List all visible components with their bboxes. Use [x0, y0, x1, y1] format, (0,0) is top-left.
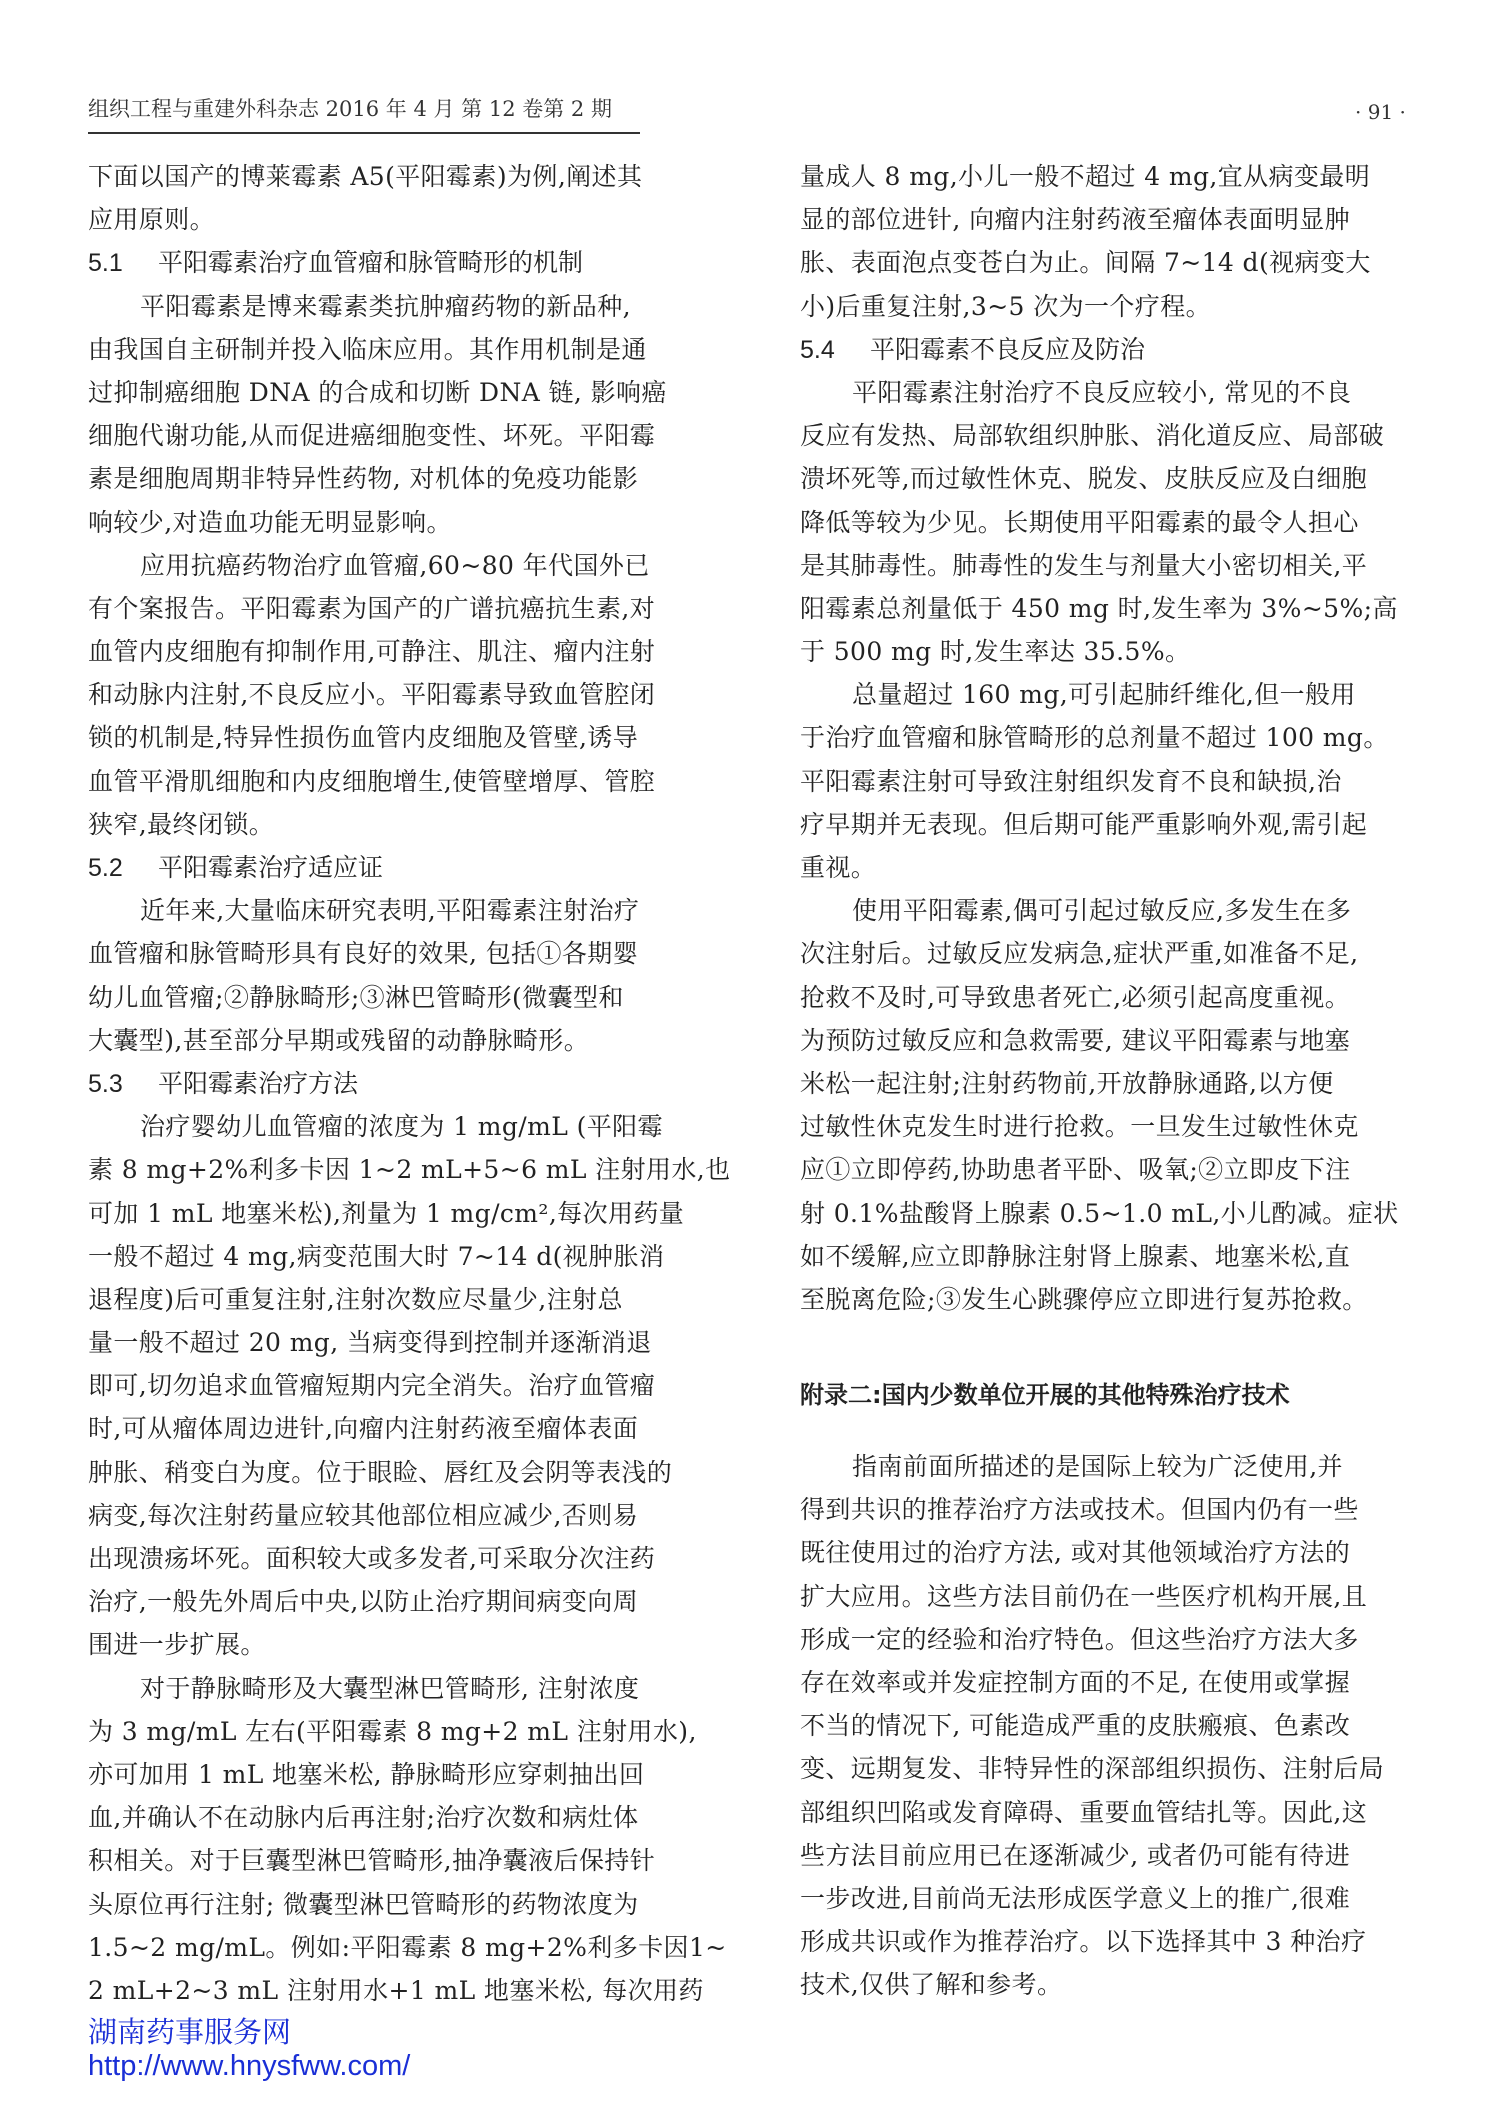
section-heading-5-3 [88, 1062, 748, 1105]
text-line: 头原位再行注射; 微囊型淋巴管畸形的药物浓度为 [88, 1889, 639, 1919]
text-line: 疗早期并无表现。但后期可能严重影响外观,需引起 [800, 809, 1368, 839]
text-line: 形成共识或作为推荐治疗。以下选择其中 3 种治疗 [800, 1927, 1367, 1957]
text-line: 于 500 mg 时,发生率达 35.5%。 [800, 637, 1191, 667]
text-line: 幼儿血管瘤;②静脉畸形;③淋巴管畸形(微囊型和 [88, 982, 624, 1012]
paragraph-allergy [800, 889, 1460, 1321]
text-line: 2 mL+2~3 mL 注射用水+1 mL 地塞米松, 每次用药 [88, 1975, 704, 2005]
text-line: 亦可加用 1 mL 地塞米松, 静脉畸形应穿刺抽出回 [88, 1759, 645, 1789]
text-line: 响较少,对造血功能无明显影响。 [88, 507, 452, 537]
section-heading-5-4 [800, 328, 1460, 371]
paragraph-venous-malformation [88, 1667, 748, 2013]
text-line: 围进一步扩展。 [88, 1630, 266, 1660]
text-line: 射 0.1%盐酸肾上腺素 0.5~1.0 mL,小儿酌减。症状 [800, 1198, 1399, 1228]
text-line: 肿胀、稍变白为度。位于眼睑、唇红及会阴等表浅的 [88, 1457, 673, 1487]
paragraph-infant-hemangioma [88, 1105, 748, 1666]
text-line: 由我国自主研制并投入临床应用。其作用机制是通 [88, 334, 647, 364]
text-line: 应用抗癌药物治疗血管瘤,60~80 年代国外已 [140, 550, 650, 580]
text-line: 血管内皮细胞有抑制作用,可静注、肌注、瘤内注射 [88, 637, 656, 667]
text-line: 应①立即停药,协助患者平卧、吸氧;②立即皮下注 [800, 1155, 1351, 1185]
left-column [88, 155, 748, 2012]
text-line: 近年来,大量临床研究表明,平阳霉素注射治疗 [140, 896, 640, 926]
text-line: 量成人 8 mg,小儿一般不超过 4 mg,宜从病变最明 [800, 162, 1371, 191]
text-line: 治疗,一般先外周后中央,以防止治疗期间病变向周 [88, 1587, 639, 1617]
text-line: 血管平滑肌细胞和内皮细胞增生,使管壁增厚、管腔 [88, 766, 656, 796]
text-line: 细胞代谢功能,从而促进癌细胞变性、坏死。平阳霉 [88, 421, 656, 451]
paragraph-continued [800, 155, 1460, 328]
text-line: 素是细胞周期非特异性药物, 对机体的免疫功能影 [88, 464, 639, 494]
text-line: 出现溃疡坏死。面积较大或多发者,可采取分次注药 [88, 1544, 656, 1573]
text-line: 有个案报告。平阳霉素为国产的广谱抗癌抗生素,对 [88, 593, 656, 623]
spacer [800, 1425, 1460, 1445]
watermark-url[interactable]: http://www.hnysfww.com/ [88, 2050, 411, 2082]
spacer [800, 1321, 1460, 1365]
section-title: 平阳霉素治疗方法 [158, 1068, 359, 1098]
paragraph-adverse-reactions [800, 371, 1460, 673]
text-line: 溃坏死等,而过敏性休克、脱发、皮肤反应及白细胞 [800, 464, 1368, 494]
text-line: 一步改进,目前尚无法形成医学意义上的推广,很难 [800, 1883, 1351, 1913]
text-line: 过敏性休克发生时进行抢救。一旦发生过敏性休克 [800, 1112, 1359, 1142]
text-line: 米松一起注射;注射药物前,开放静脉通路,以方便 [800, 1068, 1334, 1098]
paragraph-appendix-intro [800, 1445, 1460, 2006]
section-title: 平阳霉素不良反应及防治 [870, 334, 1146, 364]
text-line: 存在效率或并发症控制方面的不足, 在使用或掌握 [800, 1668, 1351, 1697]
text-line: 些方法目前应用已在逐渐减少, 或者仍可能有待进 [800, 1840, 1351, 1870]
text-line: 治疗婴幼儿血管瘤的浓度为 1 mg/mL (平阳霉 [140, 1112, 663, 1142]
paragraph-pulmonary-fibrosis [800, 673, 1460, 889]
text-line: 使用平阳霉素,偶可引起过敏反应,多发生在多 [852, 896, 1352, 926]
text-line: 血管瘤和脉管畸形具有良好的效果, 包括①各期婴 [88, 939, 639, 969]
text-line: 过抑制癌细胞 DNA 的合成和切断 DNA 链, 影响癌 [88, 377, 667, 407]
text-line: 对于静脉畸形及大囊型淋巴管畸形, 注射浓度 [140, 1673, 640, 1703]
page-number: · 91 · [1355, 100, 1406, 124]
watermark-site-name: 湖南药事服务网 [88, 2017, 292, 2049]
text-line: 降低等较为少见。长期使用平阳霉素的最令人担心 [800, 507, 1359, 537]
text-line: 形成一定的经验和治疗特色。但这些治疗方法大多 [800, 1624, 1359, 1654]
text-line: 指南前面所描述的是国际上较为广泛使用,并 [852, 1452, 1343, 1482]
section-number: 5.1 [88, 249, 123, 278]
paragraph-intro [88, 155, 748, 241]
text-line: 锁的机制是,特异性损伤血管内皮细胞及管壁,诱导 [88, 723, 639, 753]
text-line: 显的部位进针, 向瘤内注射药液至瘤体表面明显肿 [800, 205, 1351, 235]
text-line: 于治疗血管瘤和脉管畸形的总剂量不超过 100 mg。 [800, 723, 1389, 753]
text-line: 重视。 [800, 853, 877, 882]
paragraph-history [88, 544, 748, 846]
text-line: 下面以国产的博莱霉素 A5(平阳霉素)为例,阐述其 [88, 162, 643, 191]
text-line: 时,可从瘤体周边进针,向瘤内注射药液至瘤体表面 [88, 1414, 639, 1444]
text-line: 狭窄,最终闭锁。 [88, 809, 275, 839]
section-heading-5-2 [88, 846, 748, 889]
section-number: 5.3 [88, 1069, 123, 1098]
text-line: 为 3 mg/mL 左右(平阳霉素 8 mg+2 mL 注射用水), [88, 1716, 697, 1746]
text-line: 应用原则。 [88, 205, 216, 235]
text-line: 即可,切勿追求血管瘤短期内完全消失。治疗血管瘤 [88, 1371, 656, 1401]
text-line: 扩大应用。这些方法目前仍在一些医疗机构开展,且 [800, 1581, 1368, 1611]
right-column [800, 155, 1460, 2007]
text-line: 阳霉素总剂量低于 450 mg 时,发生率为 3%~5%;高 [800, 593, 1398, 623]
text-line: 小)后重复注射,3~5 次为一个疗程。 [800, 291, 1212, 321]
text-line: 变、远期复发、非特异性的深部组织损伤、注射后局 [800, 1754, 1385, 1784]
text-line: 是其肺毒性。肺毒性的发生与剂量大小密切相关,平 [800, 550, 1368, 580]
text-line: 为预防过敏反应和急救需要, 建议平阳霉素与地塞 [800, 1025, 1351, 1055]
text-line: 和动脉内注射,不良反应小。平阳霉素导致血管腔闭 [88, 680, 656, 710]
paragraph-mechanism [88, 285, 748, 544]
text-line: 大囊型),甚至部分早期或残留的动静脉畸形。 [88, 1025, 590, 1055]
text-line: 平阳霉素注射可导致注射组织发育不良和缺损,治 [800, 766, 1342, 796]
journal-info: 组织工程与重建外科杂志 2016 年 4 月 第 12 卷第 2 期 [88, 97, 612, 121]
section-number: 5.2 [88, 854, 123, 882]
text-line: 反应有发热、局部软组织肿胀、消化道反应、局部破 [800, 421, 1385, 451]
paragraph-indications [88, 889, 748, 1062]
text-line: 素 8 mg+2%利多卡因 1~2 mL+5~6 mL 注射用水,也 [88, 1155, 731, 1185]
text-line: 病变,每次注射药量应较其他部位相应减少,否则易 [88, 1500, 639, 1530]
text-line: 一般不超过 4 mg,病变范围大时 7~14 d(视肿胀消 [88, 1241, 665, 1271]
text-line: 次注射后。过敏反应发病急,症状严重,如准备不足, [800, 939, 1359, 969]
text-line: 1.5~2 mg/mL。例如:平阳霉素 8 mg+2%利多卡因1~ [88, 1932, 727, 1962]
running-header [88, 92, 640, 134]
section-heading-5-1 [88, 241, 748, 284]
section-title: 平阳霉素治疗血管瘤和脉管畸形的机制 [158, 248, 584, 278]
text-line: 可加 1 mL 地塞米松),剂量为 1 mg/cm²,每次用药量 [88, 1198, 685, 1228]
section-number: 5.4 [800, 335, 835, 364]
text-line: 积相关。对于巨囊型淋巴管畸形,抽净囊液后保持针 [88, 1846, 656, 1876]
text-line: 平阳霉素注射治疗不良反应较小, 常见的不良 [852, 377, 1352, 407]
text-line: 抢救不及时,可导致患者死亡,必须引起高度重视。 [800, 982, 1351, 1012]
appendix-title: 附录二:国内少数单位开展的其他特殊治疗技术 [800, 1381, 1290, 1410]
text-line: 总量超过 160 mg,可引起肺纤维化,但一般用 [852, 680, 1356, 710]
section-title: 平阳霉素治疗适应证 [158, 853, 384, 882]
text-line: 血,并确认不在动脉内后再注射;治疗次数和病灶体 [88, 1803, 639, 1833]
text-line: 胀、表面泡点变苍白为止。间隔 7~14 d(视病变大 [800, 248, 1371, 278]
text-line: 技术,仅供了解和参考。 [800, 1970, 1063, 2000]
text-line: 量一般不超过 20 mg, 当病变得到控制并逐渐消退 [88, 1328, 652, 1358]
text-line: 退程度)后可重复注射,注射次数应尽量少,注射总 [88, 1284, 623, 1314]
text-line: 既往使用过的治疗方法, 或对其他领域治疗方法的 [800, 1538, 1351, 1568]
text-line: 部组织凹陷或发育障碍、重要血管结扎等。因此,这 [800, 1797, 1368, 1827]
text-line: 平阳霉素是博来霉素类抗肿瘤药物的新品种, [140, 291, 631, 321]
text-line: 得到共识的推荐治疗方法或技术。但国内仍有一些 [800, 1495, 1359, 1525]
text-line: 如不缓解,应立即静脉注射肾上腺素、地塞米松,直 [800, 1241, 1351, 1271]
watermark [88, 2017, 410, 2083]
text-line: 至脱离危险;③发生心跳骤停应立即进行复苏抢救。 [800, 1284, 1368, 1314]
text-line: 不当的情况下, 可能造成严重的皮肤瘢痕、色素改 [800, 1711, 1351, 1741]
